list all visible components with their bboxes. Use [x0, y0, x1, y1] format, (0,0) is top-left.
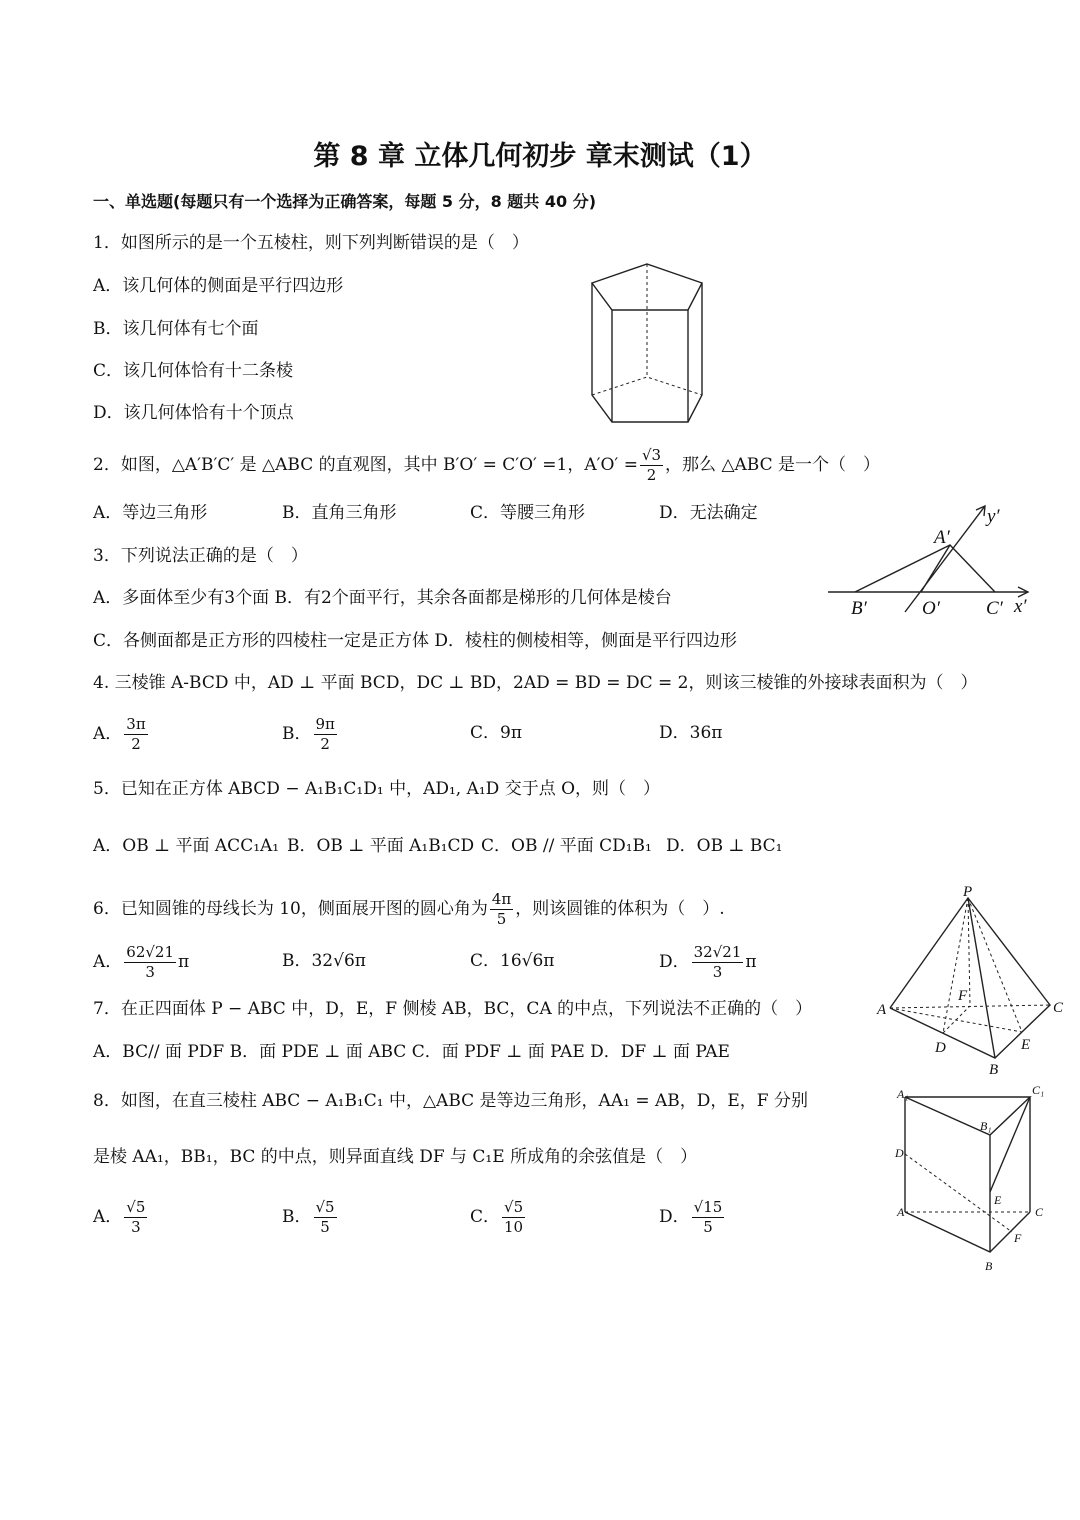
label-b: B′	[851, 598, 867, 619]
q6-option-b: B．32√6π	[282, 951, 366, 971]
q5-option-a: A．OB ⊥ 平面 ACC₁A₁	[93, 836, 280, 856]
q6-stem-a: 6．已知圆锥的母线长为 10，侧面展开图的圆心角为	[93, 899, 488, 919]
pentagonal-prism-figure	[592, 264, 702, 422]
q2-stem-a: 2．如图，△A′B′C′ 是 △ABC 的直观图，其中 B′O′ = C′O′ =1，A′O′ =	[93, 455, 638, 475]
q6-stem-b: ，则该圆锥的体积为（ ）.	[515, 899, 725, 919]
label-c1: C₁	[1032, 1083, 1045, 1097]
denominator: 2	[646, 466, 657, 484]
denominator: 3	[145, 963, 155, 981]
section-heading: 一、单选题(每题只有一个选择为正确答案，每题 5 分，8 题共 40 分)	[93, 192, 597, 211]
question-4-stem: 4. 三棱锥 A-BCD 中，AD ⊥ 平面 BCD，DC ⊥ BD，2AD = BD = DC = 2，则该三棱锥的外接球表面积为（ ）	[93, 673, 978, 693]
denominator: 3	[131, 1218, 141, 1236]
numerator: 4π	[491, 890, 512, 908]
label-y: y′	[987, 506, 1000, 527]
label-b: B	[985, 1259, 993, 1273]
option-label: B．	[282, 1207, 312, 1227]
q5-option-c: C．OB // 平面 CD₁B₁	[481, 836, 652, 856]
label-b: B	[989, 1062, 999, 1078]
label-d: D	[895, 1146, 904, 1160]
option-label: A．	[93, 952, 123, 972]
option-label: D．	[659, 1207, 690, 1227]
option-label: A．	[93, 724, 123, 744]
question-5-stem: 5．已知在正方体 ABCD − A₁B₁C₁D₁ 中，AD₁, A₁D 交于点 O，则（ ）	[93, 779, 661, 799]
label-b1: B₁	[980, 1119, 992, 1133]
q3-options-cd: C．各侧面都是正方形的四棱柱一定是正方体 D．棱柱的侧棱相等，侧面是平行四边形	[93, 631, 738, 651]
q4-option-c: C．9π	[470, 723, 522, 743]
label-c: C	[1035, 1205, 1044, 1219]
label-e: E	[994, 1193, 1002, 1207]
numerator: 3π	[126, 715, 146, 733]
denominator: 10	[504, 1218, 524, 1236]
numerator: √5	[126, 1198, 146, 1216]
tetrahedron-figure	[876, 884, 1064, 1078]
denominator: 5	[496, 910, 507, 928]
denominator: 5	[703, 1218, 713, 1236]
q5-option-b: B．OB ⊥ 平面 A₁B₁CD	[287, 836, 475, 856]
q2-option-c: C．等腰三角形	[470, 503, 586, 523]
oblique-axes-figure	[828, 506, 1028, 619]
q7-options: A．BC// 面 PDF B．面 PDE ⊥ 面 ABC C．面 PDF ⊥ 面 PAE D．DF ⊥ 面 PAE	[93, 1042, 730, 1062]
option-label: D．	[659, 952, 690, 972]
q6-option-c: C．16√6π	[470, 951, 555, 971]
q4-option-d: D．36π	[659, 723, 723, 743]
q1-option-d: D．该几何体恰有十个顶点	[93, 403, 294, 423]
label-f: F	[958, 988, 968, 1004]
label-f: F	[1014, 1231, 1022, 1245]
numerator: √15	[693, 1198, 723, 1216]
label-a1: A₁	[897, 1087, 909, 1101]
label-a: A	[877, 1002, 887, 1018]
label-a: A′	[934, 527, 950, 548]
q2-stem-b: ，那么 △ABC 是一个（ ）	[665, 455, 881, 475]
label-o: O′	[922, 598, 940, 619]
numerator: 62√21	[126, 943, 175, 961]
triangular-prism-figure	[894, 1083, 1044, 1273]
numerator: √5	[504, 1198, 524, 1216]
denominator: 2	[320, 735, 330, 753]
q1-option-c: C．该几何体恰有十二条棱	[93, 361, 294, 381]
question-3-stem: 3．下列说法正确的是（ ）	[93, 546, 308, 566]
label-d: D	[935, 1040, 946, 1056]
q2-option-d: D．无法确定	[659, 503, 758, 523]
q2-option-b: B．直角三角形	[282, 503, 397, 523]
q5-option-d: D．OB ⊥ BC₁	[666, 836, 783, 856]
numerator: √5	[315, 1198, 335, 1216]
label-e: E	[1021, 1037, 1031, 1053]
numerator: √3	[641, 446, 662, 464]
question-1-stem: 1．如图所示的是一个五棱柱，则下列判断错误的是（ ）	[93, 233, 529, 253]
q1-option-a: A．该几何体的侧面是平行四边形	[93, 276, 344, 296]
option-label: C．	[470, 1207, 501, 1227]
label-a: A	[897, 1205, 905, 1219]
pi: π	[745, 952, 757, 972]
page-title: 第 8 章 立体几何初步 章末测试（1）	[313, 141, 767, 172]
denominator: 5	[320, 1218, 330, 1236]
label-c: C′	[986, 598, 1003, 619]
label-p: P	[963, 884, 973, 900]
label-c: C	[1053, 1000, 1064, 1016]
numerator: 32√21	[693, 943, 742, 961]
option-label: B．	[282, 724, 312, 744]
q2-option-a: A．等边三角形	[93, 503, 208, 523]
denominator: 2	[131, 735, 141, 753]
q3-options-ab: A．多面体至少有3个面 B．有2个面平行，其余各面都是梯形的几何体是棱台	[93, 588, 672, 608]
question-8-stem-line2: 是棱 AA₁，BB₁，BC 的中点，则异面直线 DF 与 C₁E 所成角的余弦值是（ ）	[93, 1147, 698, 1167]
numerator: 9π	[315, 715, 335, 733]
pi: π	[178, 952, 190, 972]
question-8-stem-line1: 8．如图，在直三棱柱 ABC − A₁B₁C₁ 中，△ABC 是等边三角形，AA₁ = AB，D，E，F 分别	[93, 1091, 808, 1111]
question-7-stem: 7．在正四面体 P − ABC 中，D，E，F 侧棱 AB，BC，CA 的中点，下列说法不正确的（ ）	[93, 999, 813, 1019]
q1-option-b: B．该几何体有七个面	[93, 319, 259, 339]
label-x: x′	[1014, 596, 1027, 617]
denominator: 3	[712, 963, 723, 981]
option-label: A．	[93, 1207, 123, 1227]
